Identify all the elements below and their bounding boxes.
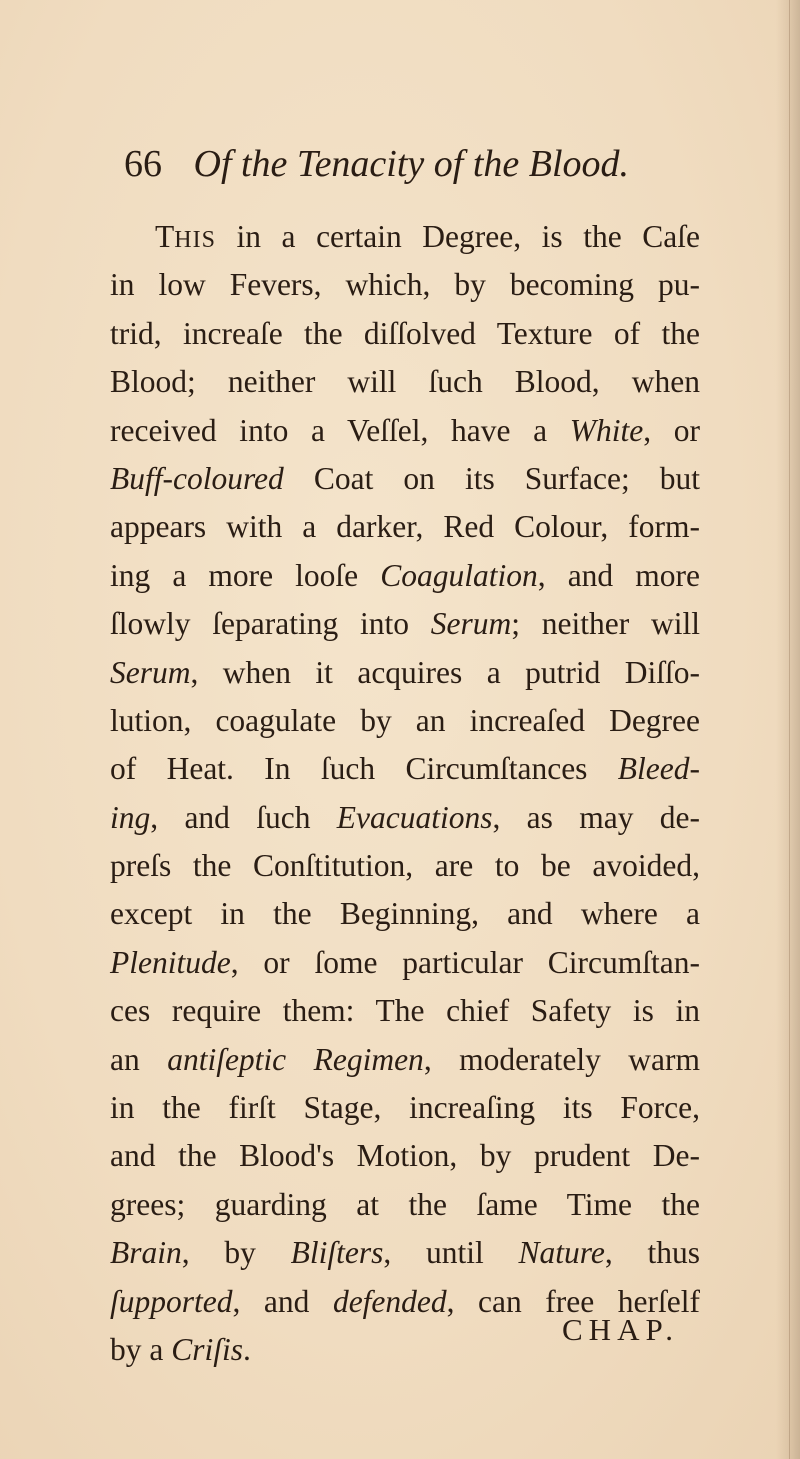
text-run: , can free herſelf [446, 1283, 700, 1319]
text-line [110, 890, 700, 938]
italic-term: Buff-coloured [110, 460, 284, 496]
text-line [110, 261, 700, 309]
text-line [110, 987, 700, 1035]
text-run: in low Fevers, which, by becoming pu- [110, 267, 700, 303]
text-line [110, 1181, 700, 1229]
italic-term: ſupported [110, 1283, 233, 1319]
text-run: , and more [537, 557, 700, 593]
text-run: appears with a darker, Red Colour, form- [110, 509, 700, 545]
text-line [110, 1229, 700, 1277]
text-line [110, 939, 700, 987]
text-line [110, 1084, 700, 1132]
text-run: , by [181, 1235, 291, 1271]
text-run: , moderately warm [423, 1041, 700, 1077]
italic-term: Coagulation [380, 557, 538, 593]
text-run: , and ſuch [150, 799, 337, 835]
text-run: , as may de- [492, 799, 700, 835]
text-run: , and [232, 1283, 333, 1319]
text-line [110, 503, 700, 551]
text-run: Blood; neither will ſuch Blood, when [110, 364, 700, 400]
text-run: HIS [174, 227, 216, 253]
text-run: , when it acquires a putrid Diſſo- [190, 654, 700, 690]
text-line [110, 697, 700, 745]
italic-term: defended [332, 1283, 447, 1319]
text-run: T [155, 219, 175, 254]
text-line [110, 213, 700, 261]
text-line [110, 552, 700, 600]
italic-term: ing [110, 799, 151, 835]
text-run: an [110, 1041, 168, 1077]
catchword: CHAP. [562, 1312, 680, 1347]
italic-term: Bliſters [290, 1235, 384, 1271]
text-line [110, 1132, 700, 1180]
italic-term: White [569, 412, 644, 448]
text-run: , thus [604, 1235, 700, 1271]
text-run: of Heat. In ſuch Circumſtances [110, 751, 618, 787]
text-line [110, 649, 700, 697]
text-line [110, 842, 700, 890]
text-line [110, 358, 700, 406]
running-title: Of the Tenacity of the Blood. [193, 143, 630, 185]
italic-term: Plenitude [110, 944, 231, 980]
text-run: grees; guarding at the ſame Time the [110, 1186, 700, 1222]
text-run: in the firſt Stage, increaſing its Force, [110, 1090, 700, 1126]
text-run: , or [643, 412, 700, 448]
text-line [110, 600, 700, 648]
text-line [110, 794, 700, 842]
page-edge-line [789, 0, 790, 1459]
text-line [110, 310, 700, 358]
italic-term: Evacuations [336, 799, 493, 835]
text-run: lution, coagulate by an increaſed Degree [110, 702, 700, 738]
text-run: , or ſome particular Circumſtan- [230, 944, 700, 980]
text-run: Coat on its Surface; but [283, 460, 700, 496]
italic-term: Criſis [171, 1331, 244, 1367]
text-line [110, 407, 700, 455]
text-run: except in the Beginning, and where a [110, 896, 700, 932]
text-line [110, 455, 700, 503]
text-run: ces require them: The chief Safety is in [110, 993, 700, 1029]
text-run: ; neither will [511, 606, 700, 642]
body-paragraph [110, 213, 700, 1374]
text-run: trid, increaſe the diſſolved Texture of the [110, 315, 700, 351]
text-run: , until [383, 1235, 519, 1271]
text-run: in a certain Degree, is the Caſe [215, 219, 700, 254]
text-run: . [243, 1331, 251, 1367]
text-run: by a [110, 1331, 172, 1367]
page-number: 66 [124, 143, 162, 185]
text-run: ſlowly ſeparating into [110, 606, 431, 642]
italic-term: Serum [110, 654, 191, 690]
italic-term: Serum [430, 606, 512, 642]
text-line [110, 1036, 700, 1084]
text-line [110, 745, 700, 793]
italic-term: antiſeptic Regimen [167, 1041, 424, 1077]
text-run: preſs the Conſtitution, are to be avoided, [110, 848, 700, 884]
page-edge-shadow [776, 0, 800, 1459]
text-run: ing a more looſe [110, 557, 381, 593]
text-run: and the Blood's Motion, by prudent De- [110, 1138, 700, 1174]
italic-term: Brain [110, 1235, 182, 1271]
text-run: received into a Veſſel, have a [110, 412, 570, 448]
italic-term: Nature [518, 1235, 605, 1271]
running-header [124, 140, 629, 188]
italic-term: Bleed- [617, 751, 700, 787]
